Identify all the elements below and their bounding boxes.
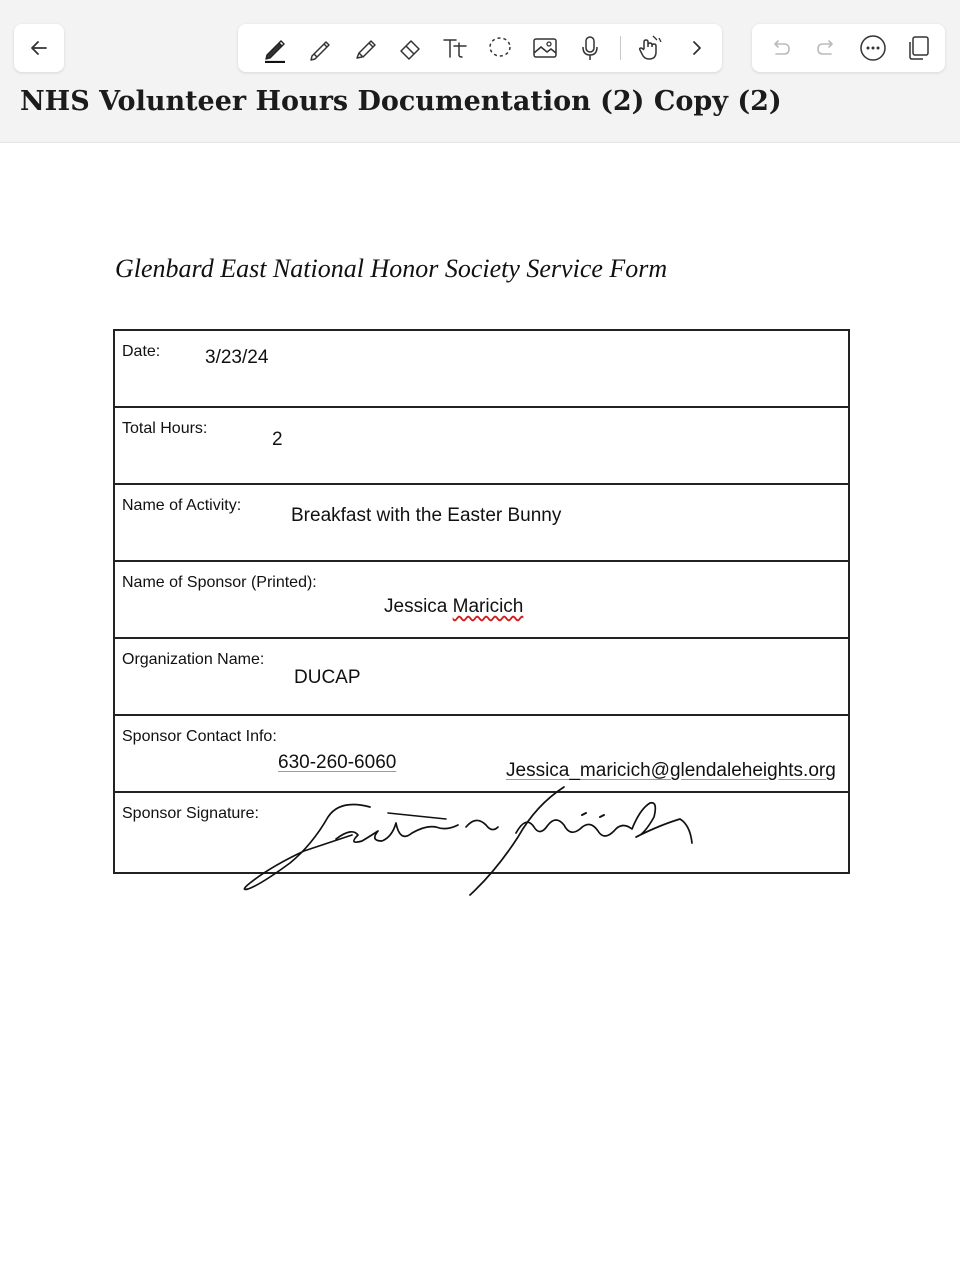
back-arrow-icon[interactable]	[16, 24, 62, 72]
date-row	[115, 331, 848, 408]
pencil-icon[interactable]	[297, 24, 343, 72]
organization-value: DUCAP	[294, 667, 361, 688]
highlighter-icon[interactable]	[342, 24, 388, 72]
signature-label: Sponsor Signature:	[122, 805, 259, 822]
image-icon[interactable]	[522, 24, 568, 72]
contact-phone[interactable]: 630-260-6060	[278, 752, 397, 773]
text-tool-icon[interactable]	[432, 24, 478, 72]
sponsor-first-name: Jessica	[384, 596, 448, 617]
hours-row	[115, 408, 848, 485]
eraser-icon[interactable]	[387, 24, 433, 72]
redo-icon[interactable]	[804, 24, 850, 72]
document-title[interactable]: NHS Volunteer Hours Documentation (2) Copy (2)	[20, 86, 782, 117]
pages-icon[interactable]	[895, 24, 941, 72]
sponsor-row	[115, 562, 848, 639]
activity-label: Name of Activity:	[122, 497, 242, 514]
form-title: Glenbard East National Honor Society Service Form	[115, 254, 668, 283]
undo-icon[interactable]	[757, 24, 803, 72]
date-label: Date:	[122, 343, 161, 360]
more-icon[interactable]	[850, 24, 896, 72]
activity-row	[115, 485, 848, 562]
hours-label: Total Hours:	[122, 420, 208, 437]
contact-label: Sponsor Contact Info:	[122, 728, 277, 745]
organization-label: Organization Name:	[122, 651, 265, 668]
date-value: 3/23/24	[205, 347, 269, 368]
back-pill	[14, 24, 64, 72]
microphone-icon[interactable]	[567, 24, 613, 72]
sponsor-last-name: Maricich	[452, 596, 524, 617]
toolbar-separator	[620, 36, 621, 60]
activity-value: Breakfast with the Easter Bunny	[291, 505, 562, 526]
sponsor-label: Name of Sponsor (Printed):	[122, 574, 317, 591]
chevron-right-icon[interactable]	[674, 24, 720, 72]
tools-pill	[238, 24, 722, 72]
contact-email[interactable]: Jessica_maricich@glendaleheights.org	[506, 760, 836, 781]
organization-row	[115, 639, 848, 716]
sponsor-signature	[240, 785, 700, 900]
lasso-icon[interactable]	[477, 24, 523, 72]
sponsor-value	[384, 596, 523, 618]
actions-pill	[752, 24, 945, 72]
pen-icon[interactable]	[252, 24, 298, 72]
top-toolbar	[0, 0, 960, 143]
hours-value: 2	[272, 429, 283, 450]
hand-touch-icon[interactable]	[627, 24, 673, 72]
contact-row	[115, 716, 848, 793]
